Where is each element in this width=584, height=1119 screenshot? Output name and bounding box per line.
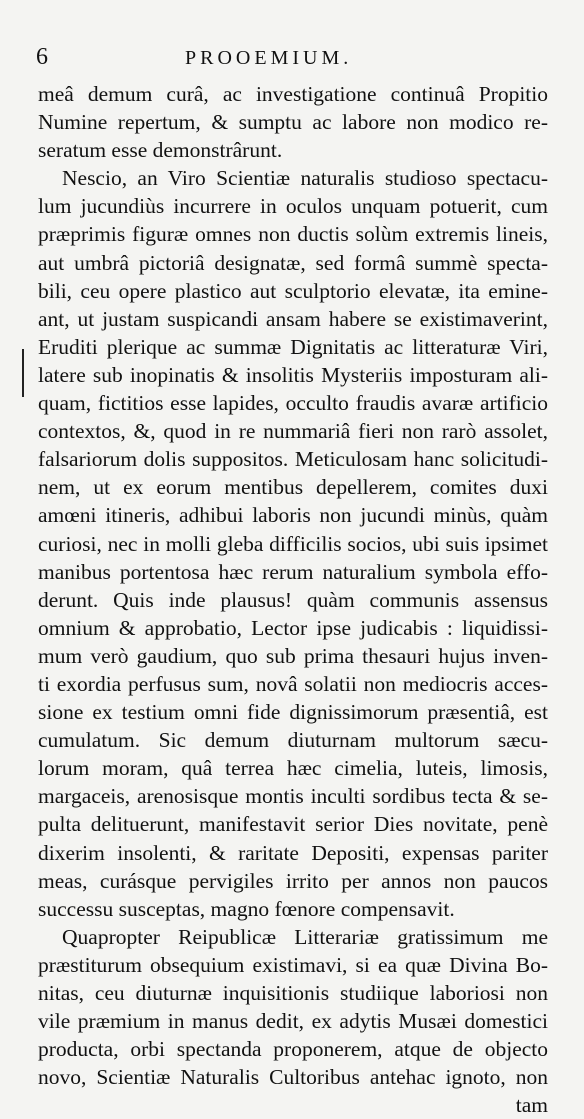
text-line: aut umbrâ pictoriâ designatæ, sed formâ summè specta-: [38, 250, 548, 275]
text-line: amœni itineris, adhibui laboris non jucundi minùs, quàm: [38, 503, 548, 528]
text-line: producta, orbi spectanda proponerem, atque de objecto: [38, 1037, 548, 1062]
text-line: falsariorum dolis suppositos. Meticulosam hanc solicitudi-: [38, 447, 548, 472]
text-line: quam, fictitios esse lapides, occulto fraudis avaræ artificio: [38, 391, 548, 416]
text-line: bili, ceu opere plastico aut sculptorio elevatæ, ita emine-: [38, 278, 548, 303]
body-text: [38, 80, 548, 1119]
text-line: contextos, &, quod in re nummariâ fieri non rarò assolet,: [38, 419, 548, 444]
text-line: Quapropter Reipublicæ Litterariæ gratissimum me: [62, 924, 548, 949]
text-line: meas, curásque pervigiles irrito per annos non paucos: [38, 868, 548, 893]
text-line: vile præmium in manus dedit, ex adytis Musæi domestici: [38, 1009, 548, 1034]
text-line: lorum moram, quâ terrea hæc cimelia, luteis, limosis,: [38, 756, 548, 781]
text-line: præstiturum obsequium existimavi, si ea quæ Divina Bo-: [38, 952, 548, 977]
text-line: seratum esse demonstrârunt.: [38, 138, 283, 163]
text-line: pulta delituerunt, manifestavit serior Dies novitate, penè: [38, 812, 548, 837]
running-head: PROOEMIUM.: [185, 47, 353, 69]
text-line: sione ex testium omni fide dignissimorum præsentiâ, est: [38, 700, 548, 725]
text-line: lum jucundiùs incurrere in oculos unquam potuerit, cum: [38, 194, 548, 219]
text-line: ant, ut justam suspicandi ansam habere se existimaverint,: [38, 306, 548, 331]
text-line: meâ demum curâ, ac investigatione continuâ Propitio: [38, 82, 548, 106]
text-line: Eruditi plerique ac summæ Dignitatis ac litteraturæ Viri,: [38, 334, 548, 359]
text-line: novo, Scientiæ Naturalis Cultoribus antehac ignoto, non: [38, 1065, 548, 1090]
text-line: cumulatum. Sic demum diuturnam multorum sæcu-: [38, 728, 548, 753]
text-line: curiosi, nec in molli gleba difficilis socios, ubi suis ipsimet: [38, 531, 548, 556]
page-header: [0, 42, 584, 72]
text-line: margaceis, arenosisque montis inculti sordibus tecta & se-: [38, 784, 548, 809]
text-line: nitas, ceu diuturnæ inquisitionis studiique laboriosi non: [38, 981, 548, 1005]
text-line: omnium & approbatio, Lector ipse judicabis : liquidissi-: [38, 615, 548, 640]
text-line: derunt. Quis inde plausus! quàm communis assensus: [38, 587, 548, 612]
text-line: latere sub inopinatis & insolitis Mysteriis imposturam ali-: [38, 362, 548, 387]
text-line: Nescio, an Viro Scientiæ naturalis studioso spectacu-: [62, 166, 548, 191]
text-line: successu susceptas, magno fœnore compensavit.: [38, 896, 455, 921]
text-line: mum verò gaudium, quo sub prima thesauri hujus inven-: [38, 643, 548, 668]
text-line: Numine repertum, & sumptu ac labore non modico re-: [38, 110, 548, 135]
text-line: præprimis figuræ omnes non ductis solùm extremis lineis,: [38, 222, 548, 247]
text-line: manibus portentosa hæc rerum naturalium symbola effo-: [38, 559, 548, 584]
text-line: dixerim insolenti, & raritate Depositi, expensas pariter: [38, 840, 548, 865]
text-line: ti exordia perfusus sum, novâ solatii non mediocris acces-: [38, 671, 548, 696]
page-number: 6: [36, 44, 48, 70]
text-line: nem, ut ex eorum mentibus depellerem, comites duxi: [38, 475, 548, 500]
margin-mark: [22, 349, 24, 397]
text-line: tam: [515, 1093, 548, 1118]
